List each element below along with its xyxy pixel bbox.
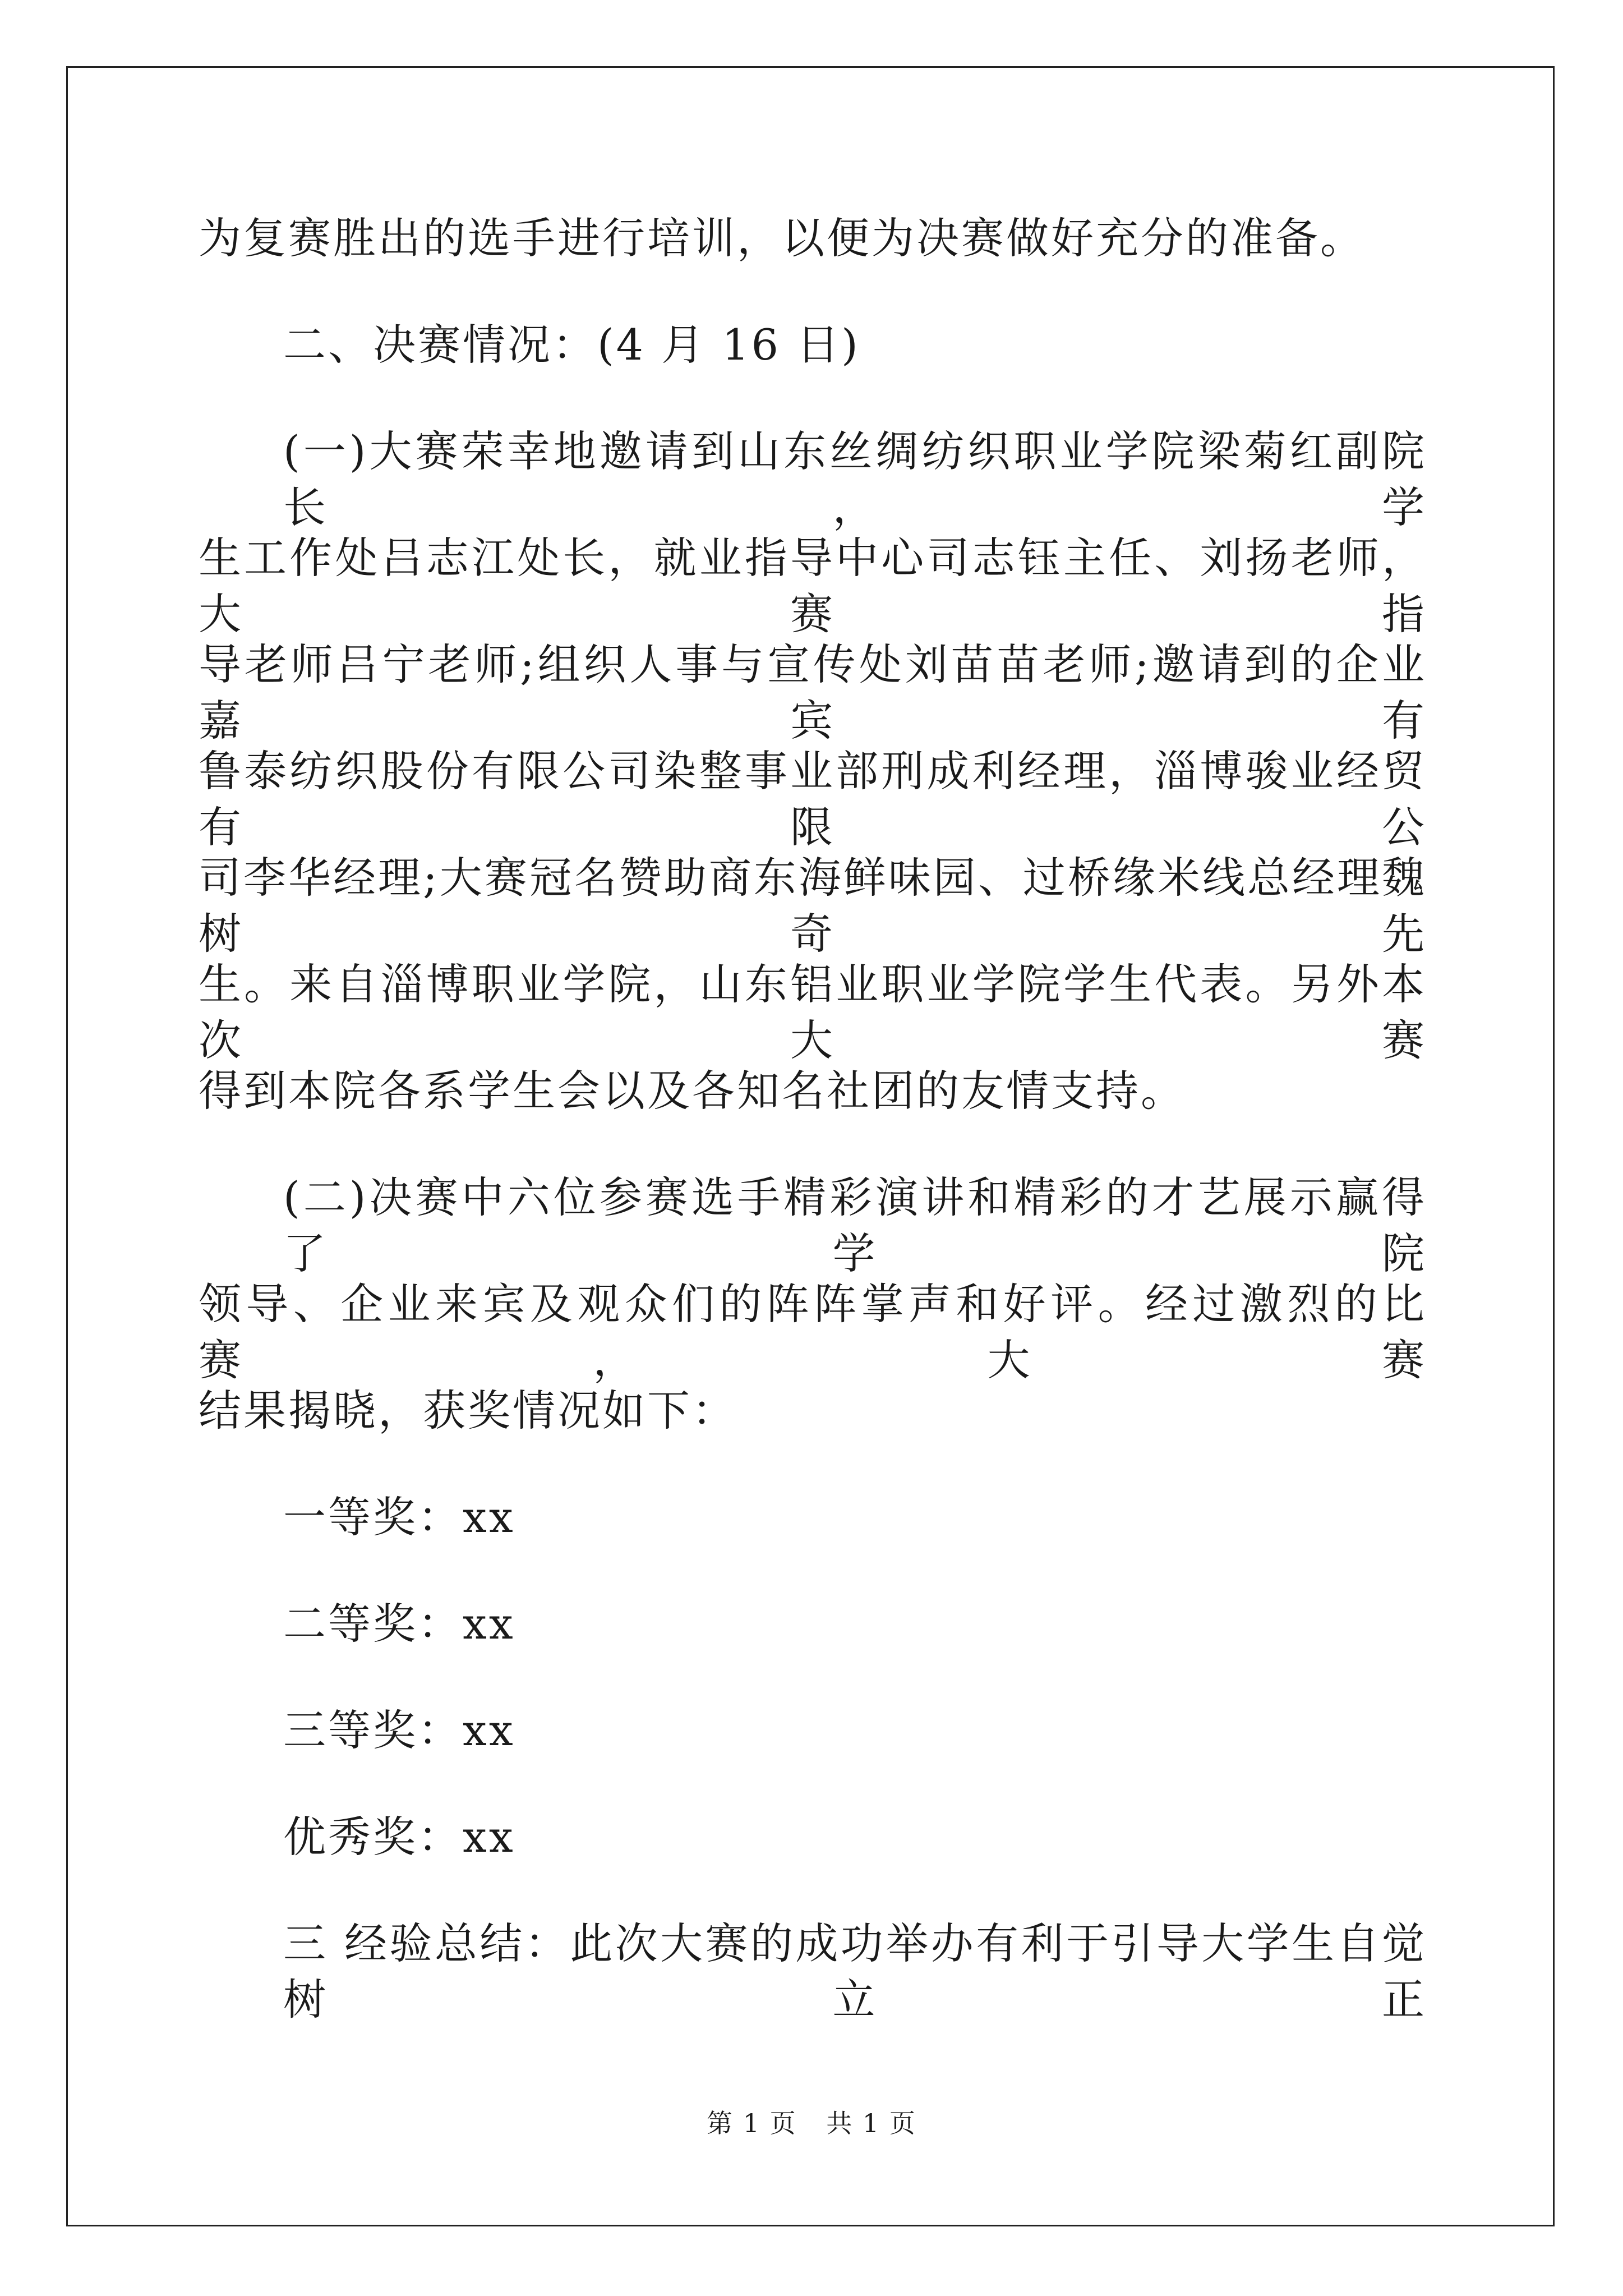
text-line: (一)大赛荣幸地邀请到山东丝绸纺织职业学院梁菊红副院长，学	[283, 426, 1427, 532]
text-line: 得到本院各系学生会以及各知名社团的友情支持。	[199, 1066, 1186, 1116]
award-line: 三等奖：xx	[283, 1705, 515, 1755]
award-line: 一等奖：xx	[283, 1492, 515, 1542]
award-line: 优秀奖：xx	[283, 1812, 515, 1862]
award-line: 二等奖：xx	[283, 1599, 515, 1649]
section-heading: 二、决赛情况：(4 月 16 日)	[283, 320, 860, 370]
page-number-total: 共 1 页	[826, 2108, 916, 2138]
text-line: 为复赛胜出的选手进行培训，以便为决赛做好充分的准备。	[199, 213, 1365, 263]
text-line: 导老师吕宁老师;组织人事与宣传处刘苗苗老师;邀请到的企业嘉宾有	[199, 639, 1427, 746]
text-line: 生。来自淄博职业学院，山东铝业职业学院学生代表。另外本次大赛	[199, 959, 1427, 1065]
text-line: 结果揭晓，获奖情况如下：	[199, 1386, 737, 1435]
text-line: (二)决赛中六位参赛选手精彩演讲和精彩的才艺展示赢得了学院	[283, 1172, 1427, 1278]
page-footer	[0, 2106, 1623, 2140]
text-line: 司李华经理;大赛冠名赞助商东海鲜味园、过桥缘米线总经理魏树奇先	[199, 853, 1427, 959]
page-number-current: 第 1 页	[707, 2108, 797, 2138]
text-line: 生工作处吕志江处长，就业指导中心司志钰主任、刘扬老师，大赛指	[199, 533, 1427, 639]
page-border	[66, 66, 1555, 2226]
text-line: 鲁泰纺织股份有限公司染整事业部刑成利经理，淄博骏业经贸有限公	[199, 746, 1427, 852]
text-line: 三 经验总结：此次大赛的成功举办有利于引导大学生自觉树立正	[283, 1918, 1427, 2024]
text-line: 领导、企业来宾及观众们的阵阵掌声和好评。经过激烈的比赛，大赛	[199, 1279, 1427, 1385]
